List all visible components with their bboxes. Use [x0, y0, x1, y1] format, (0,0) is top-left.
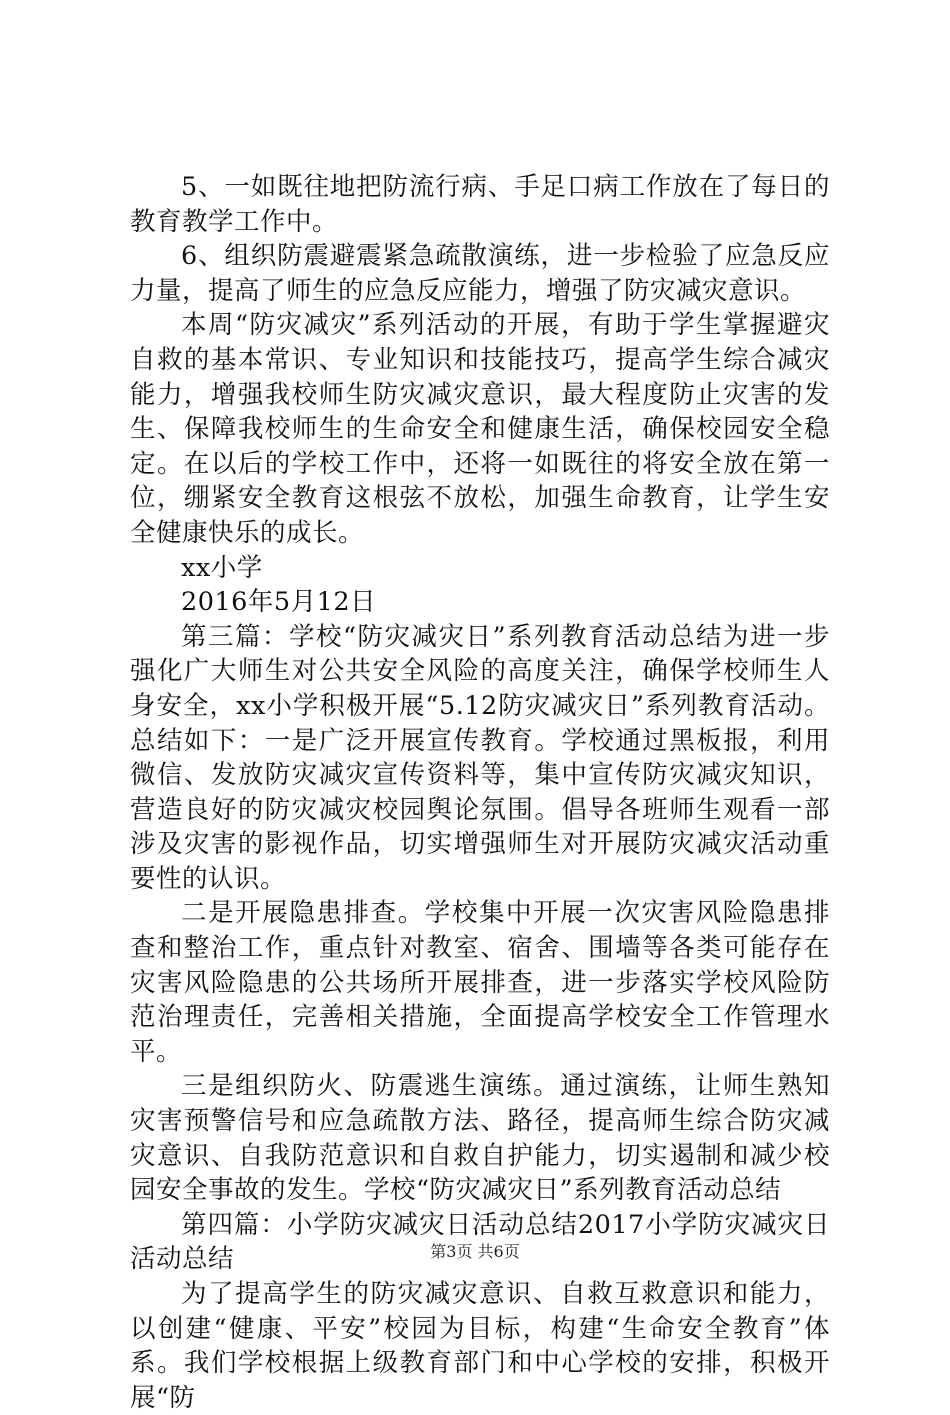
paragraph-drill: 三是组织防火、防震逃生演练。通过演练，让师生熟知灾害预警信号和应急疏散方法、路径，提高师生综合防灾减灾意识、自我防范意识和自救自护能力，切实遏制和减少校园安全事故的发生。学校“防灾减灾日”系列教育活动总结 — [130, 1071, 830, 1206]
paragraph-part-four-intro: 为了提高学生的防灾减灾意识、自救互救意识和能力，以创建“健康、平安”校园为目标，构建“生命安全教育”体系。我们学校根据上级教育部门和中心学校的安排，积极开展“防 — [130, 1279, 830, 1413]
paragraph-item-6: 6、组织防震避震紧急疏散演练，进一步检验了应急反应力量，提高了师生的应急反应能力，增强了防灾减灾意识。 — [130, 241, 830, 306]
page-number-footer: 第3页 共6页 — [430, 1242, 520, 1261]
document-body — [130, 170, 830, 1415]
signature-school: xx小学 — [181, 552, 263, 583]
paragraph-hazard-check: 二是开展隐患排查。学校集中开展一次灾害风险隐患排查和整治工作，重点针对教室、宿舍、围墙等各类可能存在灾害风险隐患的公共场所开展排查，进一步落实学校风险防范治理责任，完善相关措施，全面提高学校安全工作管理水平。 — [130, 898, 830, 1067]
signature-date: 2016年5月12日 — [181, 587, 377, 618]
paragraph-part-three: 第三篇：学校“防灾减灾日”系列教育活动总结为进一步强化广大师生对公共安全风险的高度关注，确保学校师生人身安全，xx小学积极开展“5.12防灾减灾日”系列教育活动。总结如下：一是广泛开展宣传教育。学校通过黑板报，利用微信、发放防灾减灾宣传资料等，集中宣传防灾减灾知识，营造良好的防灾减灾校园舆论氛围。倡导各班师生观看一部涉及灾害的影视作品，切实增强师生对开展防灾减灾活动重要性的认识。 — [130, 621, 830, 894]
paragraph-item-5: 5、一如既往地把防流行病、手足口病工作放在了每日的教育教学工作中。 — [130, 172, 830, 237]
paragraph-part-four-title: 第四篇：小学防灾减灾日活动总结2017小学防灾减灾日活动总结 — [130, 1209, 830, 1275]
paragraph-summary: 本周“防灾减灾”系列活动的开展，有助于学生掌握避灾自救的基本常识、专业知识和技能技巧，提高学生综合减灾能力，增强我校师生防灾减灾意识，最大程度防止灾害的发生、保障我校师生的生命安全和健康生活，确保校园安全稳定。在以后的学校工作中，还将一如既往的将安全放在第一位，绷紧安全教育这根弦不放松，加强生命教育，让学生安全健康快乐的成长。 — [130, 310, 830, 548]
